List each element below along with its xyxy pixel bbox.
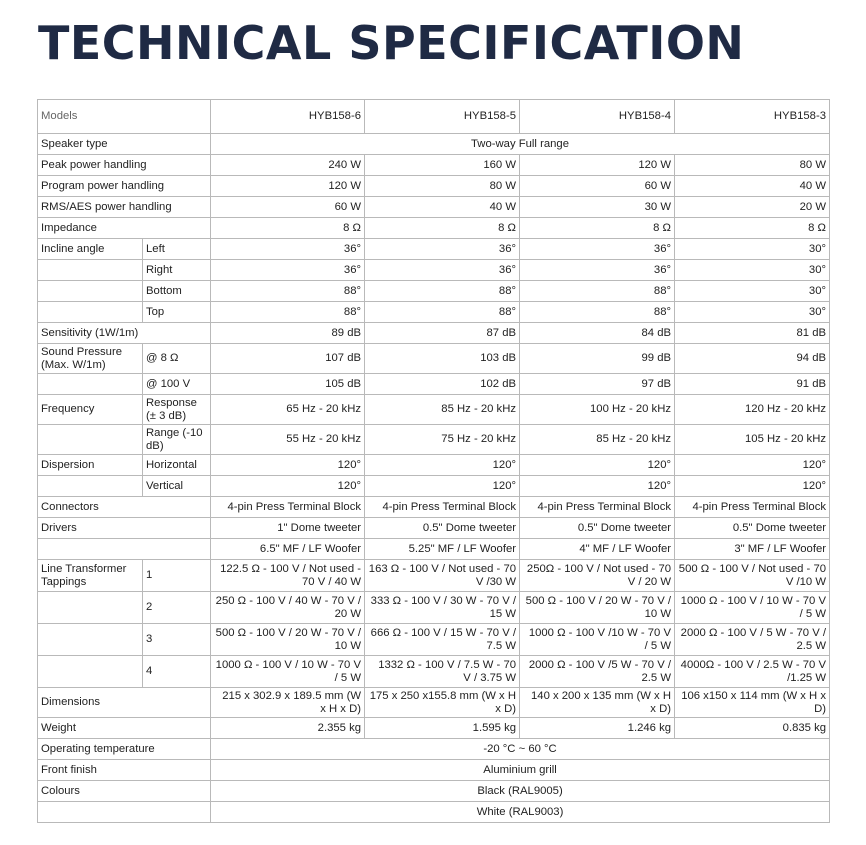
page-title: TECHNICAL SPECIFICATION <box>38 16 745 70</box>
table-row <box>38 260 830 281</box>
table-row <box>38 134 830 155</box>
table-row <box>38 760 830 781</box>
row-value: 4000Ω - 100 V / 2.5 W - 70 V /1.25 W <box>675 656 830 688</box>
row-sublabel: Response (± 3 dB) <box>143 395 211 425</box>
row-value: 88° <box>365 281 520 302</box>
row-value: 1332 Ω - 100 V / 7.5 W - 70 V / 3.75 W <box>365 656 520 688</box>
row-label: Sensitivity (1W/1m) <box>38 323 211 344</box>
row-value: 120° <box>520 455 675 476</box>
row-value: 36° <box>520 239 675 260</box>
row-value: Aluminium grill <box>211 760 830 781</box>
row-value: 120 W <box>520 155 675 176</box>
row-value: 120° <box>211 476 365 497</box>
row-sublabel: Bottom <box>143 281 211 302</box>
row-value: 4-pin Press Terminal Block <box>365 497 520 518</box>
row-value: 2000 Ω - 100 V /5 W - 70 V / 2.5 W <box>520 656 675 688</box>
row-sublabel: 2 <box>143 592 211 624</box>
row-label <box>38 476 143 497</box>
row-value: 20 W <box>675 197 830 218</box>
row-value: 91 dB <box>675 374 830 395</box>
row-label <box>38 302 143 323</box>
table-row <box>38 518 830 539</box>
row-label: Incline angle <box>38 239 143 260</box>
row-value: 8 Ω <box>675 218 830 239</box>
row-value: Two-way Full range <box>211 134 830 155</box>
row-value: 120° <box>365 476 520 497</box>
table-row <box>38 802 830 823</box>
row-value: 105 dB <box>211 374 365 395</box>
table-row <box>38 344 830 374</box>
row-value: 163 Ω - 100 V / Not used - 70 V /30 W <box>365 560 520 592</box>
table-row <box>38 539 830 560</box>
row-value: 97 dB <box>520 374 675 395</box>
row-value: 250 Ω - 100 V / 40 W - 70 V / 20 W <box>211 592 365 624</box>
row-label <box>38 624 143 656</box>
row-value: 120° <box>520 476 675 497</box>
row-value: 4-pin Press Terminal Block <box>211 497 365 518</box>
row-sublabel: 1 <box>143 560 211 592</box>
row-value: 1.595 kg <box>365 718 520 739</box>
row-value: 55 Hz - 20 kHz <box>211 425 365 455</box>
row-sublabel: @ 100 V <box>143 374 211 395</box>
row-value: 102 dB <box>365 374 520 395</box>
row-value: 36° <box>365 260 520 281</box>
model-name: HYB158-3 <box>675 100 830 134</box>
row-sublabel: Vertical <box>143 476 211 497</box>
row-label: Dispersion <box>38 455 143 476</box>
row-value: Black (RAL9005) <box>211 781 830 802</box>
table-row <box>38 560 830 592</box>
table-row <box>38 302 830 323</box>
row-value: 8 Ω <box>520 218 675 239</box>
table-row <box>38 624 830 656</box>
table-row <box>38 781 830 802</box>
row-value: 30° <box>675 260 830 281</box>
row-value: 99 dB <box>520 344 675 374</box>
row-value: 122.5 Ω - 100 V / Not used - 70 V / 40 W <box>211 560 365 592</box>
row-value: 100 Hz - 20 kHz <box>520 395 675 425</box>
row-label: Frequency <box>38 395 143 425</box>
row-label: Peak power handling <box>38 155 211 176</box>
row-value: 175 x 250 x155.8 mm (W x H x D) <box>365 688 520 718</box>
row-value: 87 dB <box>365 323 520 344</box>
row-value: 500 Ω - 100 V / 20 W - 70 V / 10 W <box>211 624 365 656</box>
row-label <box>38 425 143 455</box>
row-value: 500 Ω - 100 V / Not used - 70 V /10 W <box>675 560 830 592</box>
models-label: Models <box>38 100 211 134</box>
table-row <box>38 497 830 518</box>
row-label: Operating temperature <box>38 739 211 760</box>
row-value: 105 Hz - 20 kHz <box>675 425 830 455</box>
row-label: Program power handling <box>38 176 211 197</box>
row-label: Dimensions <box>38 688 211 718</box>
row-sublabel: Horizontal <box>143 455 211 476</box>
table-row <box>38 155 830 176</box>
row-value: 333 Ω - 100 V / 30 W - 70 V / 15 W <box>365 592 520 624</box>
row-sublabel: @ 8 Ω <box>143 344 211 374</box>
row-label <box>38 592 143 624</box>
row-label: Speaker type <box>38 134 211 155</box>
row-sublabel: Right <box>143 260 211 281</box>
table-row <box>38 323 830 344</box>
row-value: 88° <box>520 281 675 302</box>
row-value: 0.835 kg <box>675 718 830 739</box>
row-value: 30° <box>675 239 830 260</box>
row-value: 81 dB <box>675 323 830 344</box>
row-value: 0.5" Dome tweeter <box>675 518 830 539</box>
row-value: 3" MF / LF Woofer <box>675 539 830 560</box>
row-value: 4-pin Press Terminal Block <box>675 497 830 518</box>
row-value: 2.355 kg <box>211 718 365 739</box>
row-value: 88° <box>520 302 675 323</box>
row-value: 5.25" MF / LF Woofer <box>365 539 520 560</box>
row-value: 40 W <box>675 176 830 197</box>
row-label <box>38 802 211 823</box>
row-value: 1" Dome tweeter <box>211 518 365 539</box>
row-value: White (RAL9003) <box>211 802 830 823</box>
row-value: 140 x 200 x 135 mm (W x H x D) <box>520 688 675 718</box>
table-row <box>38 592 830 624</box>
row-value: 65 Hz - 20 kHz <box>211 395 365 425</box>
row-value: 6.5" MF / LF Woofer <box>211 539 365 560</box>
row-value: 75 Hz - 20 kHz <box>365 425 520 455</box>
row-value: 666 Ω - 100 V / 15 W - 70 V / 7.5 W <box>365 624 520 656</box>
row-value: 60 W <box>211 197 365 218</box>
row-value: 107 dB <box>211 344 365 374</box>
row-value: 80 W <box>365 176 520 197</box>
row-value: 36° <box>365 239 520 260</box>
row-value: 88° <box>365 302 520 323</box>
row-value: 103 dB <box>365 344 520 374</box>
row-value: 85 Hz - 20 kHz <box>520 425 675 455</box>
row-label: Connectors <box>38 497 211 518</box>
row-value: 80 W <box>675 155 830 176</box>
table-row <box>38 197 830 218</box>
row-label: RMS/AES power handling <box>38 197 211 218</box>
row-sublabel: Left <box>143 239 211 260</box>
row-value: 500 Ω - 100 V / 20 W - 70 V / 10 W <box>520 592 675 624</box>
table-row <box>38 395 830 425</box>
row-label <box>38 374 143 395</box>
row-label <box>38 260 143 281</box>
model-name: HYB158-6 <box>211 100 365 134</box>
row-value: 120 W <box>211 176 365 197</box>
row-value: 215 x 302.9 x 189.5 mm (W x H x D) <box>211 688 365 718</box>
row-label: Impedance <box>38 218 211 239</box>
row-value: 36° <box>211 239 365 260</box>
row-value: 30° <box>675 302 830 323</box>
table-row <box>38 656 830 688</box>
row-value: 0.5" Dome tweeter <box>365 518 520 539</box>
table-row <box>38 281 830 302</box>
row-sublabel: 4 <box>143 656 211 688</box>
row-value: 1000 Ω - 100 V / 10 W - 70 V / 5 W <box>211 656 365 688</box>
table-row <box>38 176 830 197</box>
row-value: 8 Ω <box>365 218 520 239</box>
row-label: Line Transformer Tappings <box>38 560 143 592</box>
row-label: Front finish <box>38 760 211 781</box>
spec-table <box>37 99 830 823</box>
row-label <box>38 656 143 688</box>
row-value: 120° <box>365 455 520 476</box>
table-row <box>38 739 830 760</box>
row-value: 120° <box>675 476 830 497</box>
row-value: 30° <box>675 281 830 302</box>
table-header-row <box>38 100 830 134</box>
row-value: 60 W <box>520 176 675 197</box>
table-row <box>38 239 830 260</box>
row-value: 106 x150 x 114 mm (W x H x D) <box>675 688 830 718</box>
row-label <box>38 539 211 560</box>
row-value: 8 Ω <box>211 218 365 239</box>
table-row <box>38 476 830 497</box>
table-row <box>38 425 830 455</box>
row-label: Sound Pressure (Max. W/1m) <box>38 344 143 374</box>
row-value: 120° <box>211 455 365 476</box>
table-row <box>38 218 830 239</box>
row-value: 88° <box>211 302 365 323</box>
row-value: 120° <box>675 455 830 476</box>
row-value: 250Ω - 100 V / Not used - 70 V / 20 W <box>520 560 675 592</box>
row-value: 36° <box>520 260 675 281</box>
row-value: 88° <box>211 281 365 302</box>
row-label: Colours <box>38 781 211 802</box>
row-value: 2000 Ω - 100 V / 5 W - 70 V / 2.5 W <box>675 624 830 656</box>
row-value: 84 dB <box>520 323 675 344</box>
row-value: 30 W <box>520 197 675 218</box>
table-row <box>38 688 830 718</box>
table-row <box>38 455 830 476</box>
row-value: 89 dB <box>211 323 365 344</box>
model-name: HYB158-5 <box>365 100 520 134</box>
row-value: 94 dB <box>675 344 830 374</box>
row-value: 4" MF / LF Woofer <box>520 539 675 560</box>
row-value: 240 W <box>211 155 365 176</box>
row-value: 85 Hz - 20 kHz <box>365 395 520 425</box>
row-value: 40 W <box>365 197 520 218</box>
row-label <box>38 281 143 302</box>
row-value: 0.5" Dome tweeter <box>520 518 675 539</box>
row-value: 1000 Ω - 100 V /10 W - 70 V / 5 W <box>520 624 675 656</box>
row-value: 4-pin Press Terminal Block <box>520 497 675 518</box>
row-sublabel: Top <box>143 302 211 323</box>
row-value: 1.246 kg <box>520 718 675 739</box>
table-row <box>38 718 830 739</box>
row-sublabel: Range (-10 dB) <box>143 425 211 455</box>
row-value: 120 Hz - 20 kHz <box>675 395 830 425</box>
row-sublabel: 3 <box>143 624 211 656</box>
model-name: HYB158-4 <box>520 100 675 134</box>
row-value: 1000 Ω - 100 V / 10 W - 70 V / 5 W <box>675 592 830 624</box>
row-value: 36° <box>211 260 365 281</box>
row-label: Weight <box>38 718 211 739</box>
row-label: Drivers <box>38 518 211 539</box>
row-value: 160 W <box>365 155 520 176</box>
row-value: -20 °C ~ 60 °C <box>211 739 830 760</box>
table-row <box>38 374 830 395</box>
